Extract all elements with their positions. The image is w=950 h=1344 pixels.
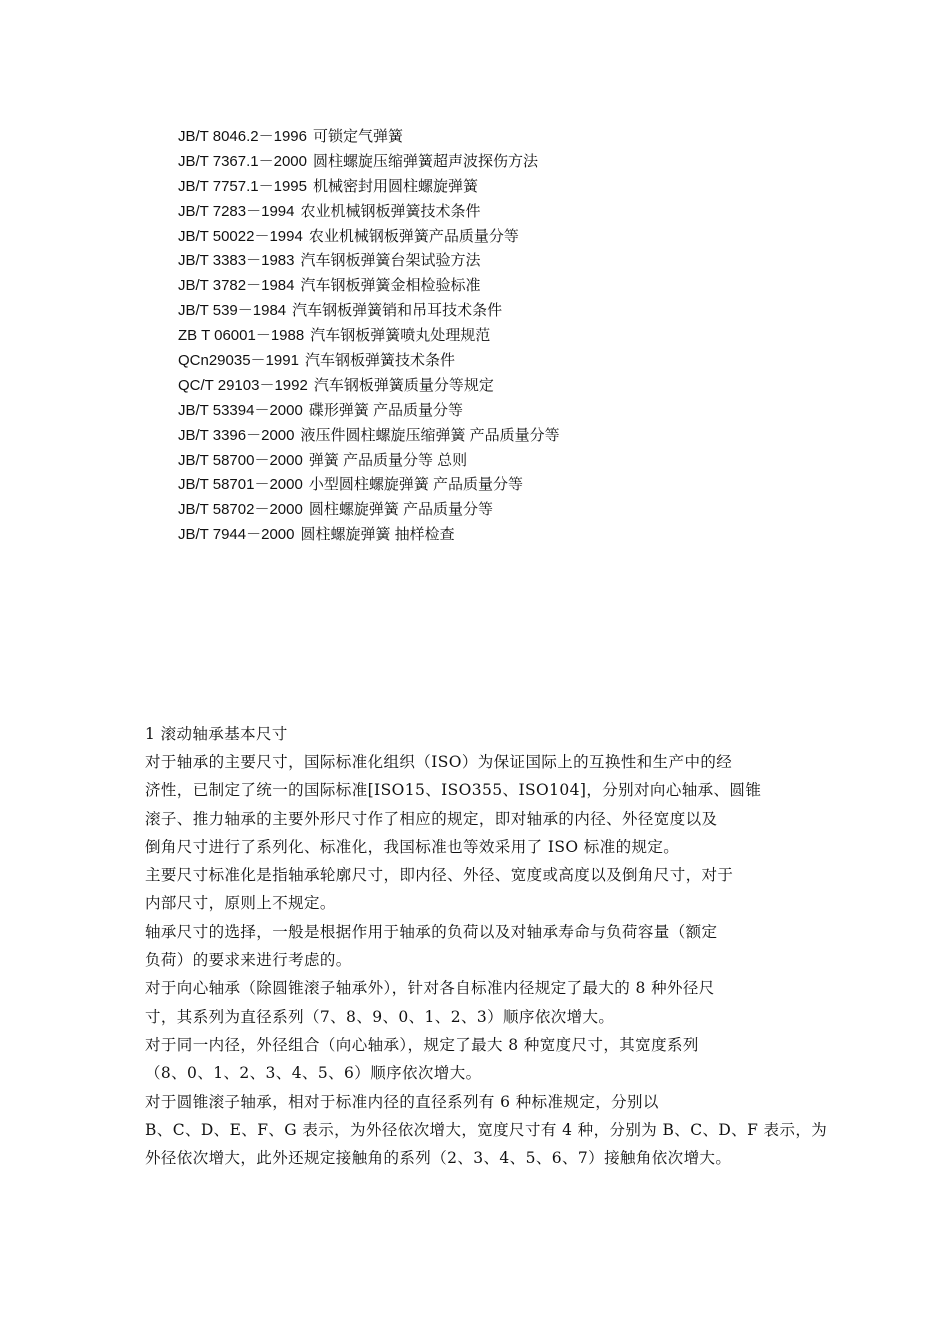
standards-list <box>178 125 560 548</box>
text-line: 滚子、推力轴承的主要外形尺寸作了相应的规定，即对轴承的内径、外径宽度以及 <box>145 809 718 828</box>
standard-code: JB/T 7283－1994 <box>178 202 295 220</box>
text-line: 负荷）的要求来进行考虑的。 <box>145 951 352 970</box>
standard-item <box>178 249 560 274</box>
standard-code: JB/T 53394－2000 <box>178 401 303 419</box>
standard-item <box>178 324 560 349</box>
standard-item <box>178 274 560 299</box>
standard-item <box>178 424 560 449</box>
text-line: 倒角尺寸进行了系列化、标准化，我国标准也等效采用了 ISO 标准的规定。 <box>145 837 680 856</box>
standard-title: 弹簧 产品质量分等 总则 <box>308 451 468 469</box>
standard-item <box>178 225 560 250</box>
standard-title: 汽车钢板弹簧喷丸处理规范 <box>310 327 491 345</box>
standard-title: 汽车钢板弹簧质量分等规定 <box>313 376 494 394</box>
standard-title: 小型圆柱螺旋弹簧 产品质量分等 <box>308 476 523 494</box>
standard-title: 液压件圆柱螺旋压缩弹簧 产品质量分等 <box>300 426 560 444</box>
text-line: （8、0、1、2、3、4、5、6）顺序依次增大。 <box>145 1064 482 1083</box>
text-line: 对于向心轴承（除圆锥滚子轴承外），针对各自标准内径规定了最大的 8 种外径尺 <box>145 979 715 998</box>
standard-code: JB/T 58701－2000 <box>178 476 303 494</box>
standard-item <box>178 498 560 523</box>
standard-title: 农业机械钢板弹簧产品质量分等 <box>308 227 519 245</box>
standard-code: JB/T 7944－2000 <box>178 526 295 544</box>
standard-code: JB/T 8046.2－1996 <box>178 128 307 145</box>
standard-code: QC/T 29103－1992 <box>178 376 308 394</box>
text-line: 内部尺寸，原则上不规定。 <box>145 894 336 913</box>
standard-item <box>178 349 560 374</box>
standard-code: JB/T 7367.1－2000 <box>178 152 307 170</box>
standard-title: 圆柱螺旋压缩弹簧超声波探伤方法 <box>312 152 538 170</box>
standard-item <box>178 175 560 200</box>
standard-title: 汽车钢板弹簧技术条件 <box>304 352 455 370</box>
standard-item <box>178 150 560 175</box>
standard-code: QCn29035－1991 <box>178 352 299 370</box>
standard-code: JB/T 3396－2000 <box>178 426 295 444</box>
standard-title: 汽车钢板弹簧台架试验方法 <box>300 252 481 270</box>
standard-code: JB/T 7757.1－1995 <box>178 177 307 195</box>
standard-item <box>178 299 560 324</box>
text-line: 主要尺寸标准化是指轴承轮廓尺寸，即内径、外径、宽度或高度以及倒角尺寸，对于 <box>145 866 734 885</box>
standard-item <box>178 449 560 474</box>
text-line: 对于圆锥滚子轴承，相对于标准内径的直径系列有 6 种标准规定，分别以 <box>145 1092 659 1111</box>
text-line: 对于轴承的主要尺寸，国际标准化组织（ISO）为保证国际上的互换性和生产中的经 <box>145 753 733 771</box>
standard-item <box>178 374 560 399</box>
text-line: 寸，其系列为直径系列（7、8、9、0、1、2、3）顺序依次增大。 <box>145 1007 615 1026</box>
standard-title: 碟形弹簧 产品质量分等 <box>308 401 463 419</box>
standard-item <box>178 523 560 548</box>
standard-title: 农业机械钢板弹簧技术条件 <box>300 202 481 220</box>
standard-code: JB/T 58702－2000 <box>178 501 303 519</box>
standard-item <box>178 125 560 150</box>
standard-title: 汽车钢板弹簧金相检验标准 <box>300 277 481 295</box>
text-line: 济性，已制定了统一的国际标准[ISO15、ISO355、ISO104]，分别对向心轴承、圆锥 <box>145 781 762 800</box>
standard-code: ZB T 06001－1988 <box>178 327 305 345</box>
standard-code: JB/T 539－1984 <box>178 302 287 320</box>
standard-title: 圆柱螺旋弹簧 产品质量分等 <box>308 501 493 519</box>
standard-title: 可锁定气弹簧 <box>312 128 403 145</box>
text-line: 轴承尺寸的选择，一般是根据作用于轴承的负荷以及对轴承寿命与负荷容量（额定 <box>145 922 718 941</box>
standard-title: 汽车钢板弹簧销和吊耳技术条件 <box>292 302 503 320</box>
standard-title: 圆柱螺旋弹簧 抽样检查 <box>300 526 455 544</box>
standard-code: JB/T 50022－1994 <box>178 227 303 245</box>
standard-title: 机械密封用圆柱螺旋弹簧 <box>312 177 478 195</box>
standard-item <box>178 399 560 424</box>
text-line: B、C、D、E、F、G 表示，为外径依次增大，宽度尺寸有 4 种，分别为 B、C、D、F 表示，为 <box>145 1120 828 1139</box>
text-line: 对于同一内径，外径组合（向心轴承），规定了最大 8 种宽度尺寸，其宽度系列 <box>145 1035 699 1054</box>
standard-code: JB/T 3383－1983 <box>178 252 295 270</box>
standard-item <box>178 473 560 498</box>
bearing-article <box>145 720 828 1172</box>
standard-code: JB/T 3782－1984 <box>178 277 295 295</box>
text-line: 外径依次增大，此外还规定接触角的系列（2、3、4、5、6、7）接触角依次增大。 <box>145 1149 732 1168</box>
section-heading: 1 滚动轴承基本尺寸 <box>145 725 288 743</box>
standard-item <box>178 200 560 225</box>
standard-code: JB/T 58700－2000 <box>178 451 303 469</box>
